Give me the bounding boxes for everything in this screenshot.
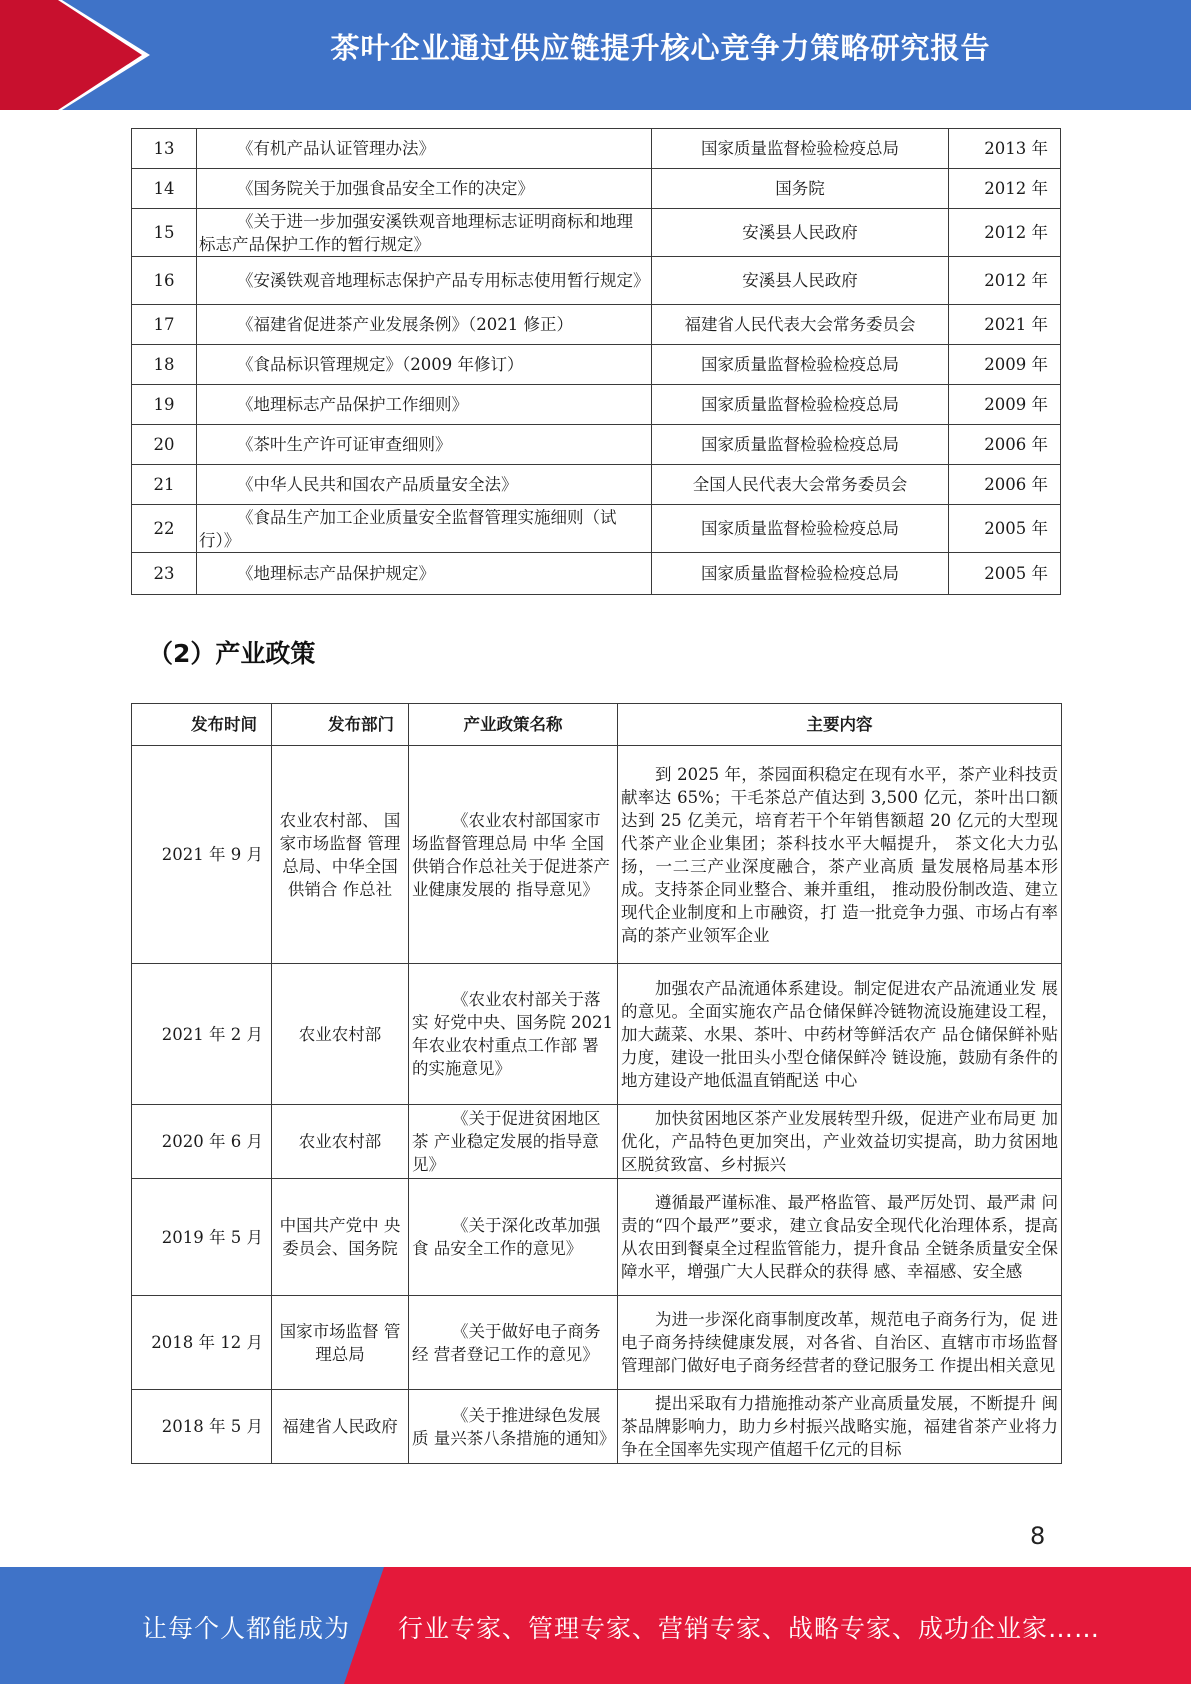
policy-name: 《关于促进贫困地区茶 产业稳定发展的指导意 见》 bbox=[409, 1105, 618, 1179]
regulation-department: 国务院 bbox=[652, 169, 949, 209]
regulation-department: 国家质量监督检验检疫总局 bbox=[652, 129, 949, 169]
policy-department: 农业农村部 bbox=[272, 964, 409, 1105]
regulation-year: 2009 年 bbox=[949, 345, 1061, 385]
regulation-department: 国家质量监督检验检疫总局 bbox=[652, 345, 949, 385]
regulation-department: 福建省人民代表大会常务委员会 bbox=[652, 305, 949, 345]
regulation-year: 2005 年 bbox=[949, 505, 1061, 553]
policy-department: 福建省人民政府 bbox=[272, 1390, 409, 1464]
policy-name: 《农业农村部关于落实 好党中央、国务院 2021 年农业农村重点工作部 署的实施意见》 bbox=[409, 964, 618, 1105]
policy-content: 加强农产品流通体系建设。制定促进农产品流通业发 展的意见。全面实施农产品仓储保鲜冷链物流设施建设工程，加大蔬菜、水果、茶叶、中药材等鲜活农产 品仓储保鲜补贴力度，建设一批田头小型仓储保鲜冷 链设施，鼓励有条件的地方建设产地低温直销配送 中心 bbox=[618, 964, 1062, 1105]
page-footer bbox=[0, 1567, 1191, 1684]
policy-content: 为进一步深化商事制度改革，规范电子商务行为，促 进电子商务持续健康发展，对各省、自治区、直辖市市场监督管理部门做好电子商务经营者的登记服务工 作提出相关意见 bbox=[618, 1296, 1062, 1390]
table-row bbox=[132, 1105, 1062, 1179]
regulation-year: 2006 年 bbox=[949, 465, 1061, 505]
policy-department: 农业农村部、 国家市场监督 管理总局、中华全国供销合 作总社 bbox=[272, 746, 409, 964]
regulation-number: 21 bbox=[132, 465, 197, 505]
footer-slogan-right: 行业专家、管理专家、营销专家、战略专家、成功企业家…… bbox=[398, 1614, 1101, 1643]
policy-content: 到 2025 年，茶园面积稳定在现有水平，茶产业科技贡 献率达 65%；干毛茶总产值达到 3,500 亿元，茶叶出口额达到 25 亿美元，培育若干个年销售额超 20 亿元的大型现代茶产业企业集团；茶科技水平大幅提升， 茶文化大力弘扬，一二三产业深度融合，茶产业高质 量发展格局基本形成。支持茶企同业整合、兼并重组， 推动股份制改造、建立现代企业制度和上市融资，打 造一批竞争力强、市场占有率高的茶产业领军企业 bbox=[618, 746, 1062, 964]
regulation-title: 《福建省促进茶产业发展条例》（2021 修正） bbox=[197, 305, 652, 345]
regulation-department: 国家质量监督检验检疫总局 bbox=[652, 425, 949, 465]
regulation-department: 安溪县人民政府 bbox=[652, 257, 949, 305]
policy-department: 中国共产党中 央委员会、国务院 bbox=[272, 1179, 409, 1296]
regulation-title: 《国务院关于加强食品安全工作的决定》 bbox=[197, 169, 652, 209]
table-row bbox=[132, 345, 1061, 385]
regulation-title: 《地理标志产品保护工作细则》 bbox=[197, 385, 652, 425]
table-row bbox=[132, 209, 1061, 257]
table-row bbox=[132, 305, 1061, 345]
regulation-number: 17 bbox=[132, 305, 197, 345]
regulation-title: 《茶叶生产许可证审查细则》 bbox=[197, 425, 652, 465]
regulation-title: 《食品生产加工企业质量安全监督管理实施细则（试行）》 bbox=[197, 505, 652, 553]
regulation-year: 2006 年 bbox=[949, 425, 1061, 465]
table-row bbox=[132, 129, 1061, 169]
policy-table-body bbox=[132, 746, 1062, 1464]
policy-content: 提出采取有力措施推动茶产业高质量发展，不断提升 闽茶品牌影响力，助力乡村振兴战略实施，福建省茶产业将力争在全国率先实现产值超千亿元的目标 bbox=[618, 1390, 1062, 1464]
policy-content: 遵循最严谨标准、最严格监管、最严厉处罚、最严肃 问责的“四个最严”要求，建立食品安全现代化治理体系，提高从农田到餐桌全过程监管能力，提升食品 全链条质量安全保障水平，增强广大人民群众的获得 感、幸福感、安全感 bbox=[618, 1179, 1062, 1296]
regulation-number: 16 bbox=[132, 257, 197, 305]
table-row bbox=[132, 1179, 1062, 1296]
regulation-year: 2021 年 bbox=[949, 305, 1061, 345]
table-row bbox=[132, 553, 1061, 595]
regulation-year: 2012 年 bbox=[949, 209, 1061, 257]
header-date: 发布时间 bbox=[132, 704, 272, 746]
table-header-row bbox=[132, 704, 1062, 746]
regulations-table-body bbox=[132, 129, 1061, 595]
table-row bbox=[132, 964, 1062, 1105]
table-row bbox=[132, 1296, 1062, 1390]
table-row bbox=[132, 257, 1061, 305]
regulation-year: 2013 年 bbox=[949, 129, 1061, 169]
table-row bbox=[132, 425, 1061, 465]
regulation-title: 《安溪铁观音地理标志保护产品专用标志使用暂行规定》 bbox=[197, 257, 652, 305]
regulation-title: 《有机产品认证管理办法》 bbox=[197, 129, 652, 169]
header-department: 发布部门 bbox=[272, 704, 409, 746]
policy-name: 《农业农村部国家市场监督管理总局 中华 全国供销合作总社关于促进茶产业健康发展的 指导意见》 bbox=[409, 746, 618, 964]
regulation-title: 《中华人民共和国农产品质量安全法》 bbox=[197, 465, 652, 505]
footer-slogan-left: 让每个人都能成为 bbox=[142, 1614, 351, 1643]
policy-date: 2020 年 6 月 bbox=[132, 1105, 272, 1179]
regulation-department: 国家质量监督检验检疫总局 bbox=[652, 505, 949, 553]
table-row bbox=[132, 746, 1062, 964]
regulation-title: 《地理标志产品保护规定》 bbox=[197, 553, 652, 595]
regulations-table bbox=[131, 128, 1061, 595]
policy-date: 2018 年 12 月 bbox=[132, 1296, 272, 1390]
regulation-year: 2012 年 bbox=[949, 257, 1061, 305]
table-row bbox=[132, 465, 1061, 505]
table-row bbox=[132, 1390, 1062, 1464]
report-title: 茶叶企业通过供应链提升核心竞争力策略研究报告 bbox=[330, 31, 991, 65]
regulation-department: 国家质量监督检验检疫总局 bbox=[652, 553, 949, 595]
header-main-content: 主要内容 bbox=[618, 704, 1062, 746]
policy-date: 2021 年 2 月 bbox=[132, 964, 272, 1105]
industry-policy-table bbox=[131, 703, 1062, 1464]
table-row bbox=[132, 385, 1061, 425]
policy-date: 2019 年 5 月 bbox=[132, 1179, 272, 1296]
regulation-year: 2005 年 bbox=[949, 553, 1061, 595]
regulation-number: 18 bbox=[132, 345, 197, 385]
regulation-title: 《关于进一步加强安溪铁观音地理标志证明商标和地理 标志产品保护工作的暂行规定》 bbox=[197, 209, 652, 257]
regulation-department: 全国人民代表大会常务委员会 bbox=[652, 465, 949, 505]
policy-name: 《关于做好电子商务经 营者登记工作的意见》 bbox=[409, 1296, 618, 1390]
regulation-year: 2012 年 bbox=[949, 169, 1061, 209]
page-number: 8 bbox=[1030, 1522, 1046, 1550]
header-policy-name: 产业政策名称 bbox=[409, 704, 618, 746]
page-header bbox=[0, 0, 1191, 110]
policy-department: 国家市场监督 管理总局 bbox=[272, 1296, 409, 1390]
regulation-department: 国家质量监督检验检疫总局 bbox=[652, 385, 949, 425]
regulation-year: 2009 年 bbox=[949, 385, 1061, 425]
regulation-number: 22 bbox=[132, 505, 197, 553]
regulation-number: 14 bbox=[132, 169, 197, 209]
policy-date: 2021 年 9 月 bbox=[132, 746, 272, 964]
regulation-title: 《食品标识管理规定》（2009 年修订） bbox=[197, 345, 652, 385]
policy-name: 《关于深化改革加强食 品安全工作的意见》 bbox=[409, 1179, 618, 1296]
policy-name: 《关于推进绿色发展质 量兴茶八条措施的通知》 bbox=[409, 1390, 618, 1464]
table-row bbox=[132, 505, 1061, 553]
policy-date: 2018 年 5 月 bbox=[132, 1390, 272, 1464]
table-row bbox=[132, 169, 1061, 209]
regulation-number: 23 bbox=[132, 553, 197, 595]
section-heading: （2）产业政策 bbox=[148, 639, 316, 668]
regulation-number: 13 bbox=[132, 129, 197, 169]
regulation-department: 安溪县人民政府 bbox=[652, 209, 949, 257]
policy-department: 农业农村部 bbox=[272, 1105, 409, 1179]
regulation-number: 15 bbox=[132, 209, 197, 257]
policy-content: 加快贫困地区茶产业发展转型升级，促进产业布局更 加优化，产品特色更加突出，产业效益切实提高，助力贫困地区脱贫致富、乡村振兴 bbox=[618, 1105, 1062, 1179]
regulation-number: 20 bbox=[132, 425, 197, 465]
regulation-number: 19 bbox=[132, 385, 197, 425]
